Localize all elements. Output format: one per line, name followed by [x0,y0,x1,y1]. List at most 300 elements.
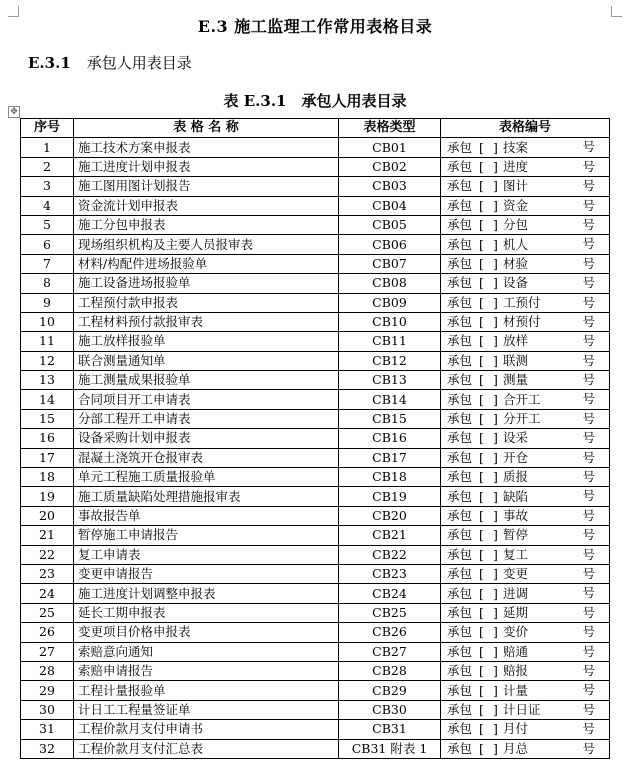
form-code [441,409,610,428]
table-caption: 表 E.3.1 承包人用表目录 [223,92,407,110]
form-type: CB19 [339,487,441,506]
code-bracket-left: [ [479,411,484,427]
header-name: 表 格 名 称 [74,119,339,138]
form-name: 材料/构配件进场报验单 [74,254,339,273]
table-row [21,429,610,448]
row-number: 2 [21,157,74,176]
code-bracket-right: ] [493,624,498,640]
code-prefix: 承包 [447,624,473,640]
code-abbreviation: 技案 [503,139,529,155]
document-title: E.3 施工监理工作常用表格目录 [197,17,433,36]
form-type: CB28 [339,661,441,680]
form-name: 工程价款月支付汇总表 [74,739,339,758]
row-number: 6 [21,235,74,254]
form-name: 工程价款月支付申请书 [74,720,339,739]
form-code [441,603,610,622]
table-row [21,642,610,661]
form-code [441,506,610,525]
code-prefix: 承包 [447,391,473,407]
form-name: 施工进度计划调整申报表 [74,584,339,603]
row-number: 25 [21,603,74,622]
code-bracket-left: [ [479,333,484,349]
form-name: 计日工工程量签证单 [74,700,339,719]
table-row [21,739,610,758]
code-prefix: 承包 [447,255,473,271]
row-number: 14 [21,390,74,409]
code-bracket-right: ] [493,333,498,349]
form-name: 施工设备进场报验单 [74,274,339,293]
code-prefix: 承包 [447,333,473,349]
table-row [21,312,610,331]
code-bracket-right: ] [493,682,498,698]
form-type: CB22 [339,545,441,564]
row-number: 29 [21,681,74,700]
code-prefix: 承包 [447,236,473,252]
header-code: 表格编号 [441,119,610,138]
table-row [21,235,610,254]
row-number: 17 [21,448,74,467]
form-code [441,215,610,234]
code-suffix: 号 [582,216,595,232]
form-code [441,235,610,254]
form-code [441,468,610,487]
code-bracket-right: ] [493,139,498,155]
table-row [21,138,610,157]
code-bracket-right: ] [493,546,498,562]
code-bracket-right: ] [493,469,498,485]
section-title: 承包人用表目录 [86,54,192,72]
code-bracket-right: ] [493,197,498,213]
code-suffix: 号 [582,333,595,349]
code-prefix: 承包 [447,469,473,485]
code-abbreviation: 计日证 [503,701,541,717]
form-type: CB03 [339,177,441,196]
code-bracket-right: ] [493,449,498,465]
table-row [21,215,610,234]
row-number: 18 [21,468,74,487]
code-bracket-left: [ [479,275,484,291]
table-row [21,351,610,370]
form-name: 现场组织机构及主要人员报审表 [74,235,339,254]
code-suffix: 号 [582,507,595,523]
code-abbreviation: 放样 [503,333,529,349]
code-abbreviation: 赔报 [503,663,529,679]
form-type: CB21 [339,526,441,545]
table-row [21,603,610,622]
table-row [21,371,610,390]
form-type: CB10 [339,312,441,331]
code-bracket-left: [ [479,352,484,368]
code-abbreviation: 事故 [503,508,529,523]
code-abbreviation: 设备 [503,275,529,291]
form-name: 工程材料预付款报审表 [74,312,339,331]
code-abbreviation: 机人 [503,236,529,252]
code-bracket-right: ] [493,294,498,310]
form-type: CB14 [339,390,441,409]
form-code [441,371,610,390]
table-row [21,681,610,700]
row-number: 9 [21,293,74,312]
form-code [441,274,610,293]
code-suffix: 号 [582,410,595,426]
form-name: 施工技术方案申报表 [74,138,339,157]
code-suffix: 号 [582,139,595,155]
form-code [441,138,610,157]
code-bracket-right: ] [493,391,498,407]
row-number: 5 [21,215,74,234]
code-bracket-right: ] [493,411,498,427]
code-abbreviation: 测量 [503,372,529,388]
table-row [21,487,610,506]
code-suffix: 号 [582,275,595,291]
code-prefix: 承包 [447,158,473,174]
form-name: 施工分包申报表 [74,215,339,234]
code-prefix: 承包 [447,527,473,543]
code-suffix: 号 [582,740,595,756]
form-code [441,196,610,215]
code-prefix: 承包 [447,566,473,582]
header-type: 表格类型 [339,119,441,138]
form-code [441,739,610,758]
code-prefix: 承包 [447,411,473,427]
code-abbreviation: 图计 [503,178,529,194]
row-number: 20 [21,506,74,525]
form-code [441,448,610,467]
code-bracket-left: [ [479,624,484,640]
form-type: CB13 [339,371,441,390]
code-bracket-right: ] [493,740,498,756]
code-bracket-left: [ [479,139,484,155]
form-type: CB31 [339,720,441,739]
table-row [21,293,610,312]
row-number: 16 [21,429,74,448]
row-number: 8 [21,274,74,293]
table-row [21,196,610,215]
form-code [441,545,610,564]
row-number: 3 [21,177,74,196]
form-type: CB24 [339,584,441,603]
row-number: 21 [21,526,74,545]
code-bracket-left: [ [479,178,484,194]
code-abbreviation: 变价 [503,624,529,640]
form-code [441,487,610,506]
code-suffix: 号 [582,430,595,446]
row-number: 22 [21,545,74,564]
table-row [21,448,610,467]
code-bracket-left: [ [479,488,484,504]
form-name: 变更项目价格申报表 [74,623,339,642]
code-bracket-left: [ [479,372,484,388]
code-bracket-left: [ [479,740,484,756]
table-row [21,409,610,428]
code-bracket-right: ] [493,314,498,330]
form-name: 索赔申请报告 [74,661,339,680]
code-suffix: 号 [582,624,595,640]
code-suffix: 号 [582,294,595,310]
form-type: CB27 [339,642,441,661]
code-bracket-right: ] [493,430,498,446]
form-name: 施工图用图计划报告 [74,177,339,196]
form-name: 施工测量成果报验单 [74,371,339,390]
code-abbreviation: 计量 [503,682,529,698]
form-code [441,351,610,370]
code-abbreviation: 分开工 [503,411,541,427]
code-abbreviation: 设采 [503,430,529,446]
code-suffix: 号 [582,449,595,465]
form-name: 联合测量通知单 [74,351,339,370]
code-bracket-left: [ [479,314,484,330]
row-number: 28 [21,661,74,680]
code-bracket-right: ] [493,566,498,582]
code-suffix: 号 [582,197,595,213]
table-row [21,506,610,525]
code-abbreviation: 暂停 [503,527,529,543]
table-row [21,157,610,176]
form-type: CB04 [339,196,441,215]
code-abbreviation: 材预付 [503,314,541,330]
row-number: 32 [21,739,74,758]
form-name: 工程预付款申报表 [74,293,339,312]
form-name: 事故报告单 [74,506,339,525]
code-prefix: 承包 [447,643,473,659]
form-code [441,157,610,176]
table-header-row [21,119,610,138]
table-row [21,564,610,583]
code-bracket-right: ] [493,352,498,368]
code-suffix: 号 [582,469,595,485]
code-prefix: 承包 [447,430,473,446]
row-number: 15 [21,409,74,428]
form-name: 合同项目开工申请表 [74,390,339,409]
form-code [441,312,610,331]
code-bracket-right: ] [493,721,498,737]
table-row [21,623,610,642]
form-type: CB15 [339,409,441,428]
form-name: 单元工程施工质量报验单 [74,468,339,487]
code-suffix: 号 [582,391,595,407]
row-number: 27 [21,642,74,661]
form-type: CB18 [339,468,441,487]
code-prefix: 承包 [447,275,473,291]
form-code [441,429,610,448]
code-bracket-left: [ [479,469,484,485]
code-bracket-right: ] [493,158,498,174]
form-type: CB20 [339,506,441,525]
code-suffix: 号 [582,585,595,601]
code-bracket-right: ] [493,604,498,620]
code-prefix: 承包 [447,604,473,620]
table-row [21,720,610,739]
code-abbreviation: 资金 [503,197,529,213]
code-suffix: 号 [582,565,595,581]
form-code [441,584,610,603]
code-prefix: 承包 [447,139,473,155]
code-prefix: 承包 [447,178,473,194]
form-type: CB30 [339,700,441,719]
form-type: CB23 [339,564,441,583]
code-bracket-right: ] [493,178,498,194]
form-code [441,700,610,719]
code-suffix: 号 [582,721,595,737]
code-bracket-left: [ [479,255,484,271]
form-type: CB29 [339,681,441,700]
form-name: 工程计量报验单 [74,681,339,700]
code-prefix: 承包 [447,682,473,698]
form-type: CB07 [339,254,441,273]
code-bracket-right: ] [493,372,498,388]
code-bracket-left: [ [479,391,484,407]
code-prefix: 承包 [447,546,473,562]
form-type: CB05 [339,215,441,234]
code-bracket-left: [ [479,604,484,620]
code-suffix: 号 [582,313,595,329]
code-suffix: 号 [582,236,595,252]
form-catalog-table [20,118,610,759]
row-number: 13 [21,371,74,390]
code-bracket-left: [ [479,217,484,233]
code-bracket-right: ] [493,236,498,252]
row-number: 12 [21,351,74,370]
code-bracket-left: [ [479,682,484,698]
form-code [441,564,610,583]
row-number: 1 [21,138,74,157]
code-prefix: 承包 [447,217,473,233]
section-number: E.3.1 [28,54,71,72]
form-code [441,254,610,273]
form-type: CB12 [339,351,441,370]
code-bracket-left: [ [479,585,484,601]
form-code [441,681,610,700]
form-type: CB09 [339,293,441,312]
table-row [21,274,610,293]
form-code [441,623,610,642]
table-row [21,584,610,603]
code-abbreviation: 分包 [503,217,529,233]
table-row [21,390,610,409]
form-name: 设备采购计划申报表 [74,429,339,448]
table-body [21,138,610,759]
form-name: 施工放样报验单 [74,332,339,351]
code-prefix: 承包 [447,721,473,737]
code-bracket-right: ] [493,585,498,601]
code-suffix: 号 [582,488,595,504]
code-abbreviation: 缺陷 [503,488,529,504]
code-abbreviation: 开仓 [503,449,529,465]
code-abbreviation: 复工 [503,546,529,562]
form-name: 资金流计划申报表 [74,196,339,215]
table-row [21,545,610,564]
form-code [441,720,610,739]
code-abbreviation: 进度 [503,158,529,174]
code-suffix: 号 [582,682,595,698]
code-suffix: 号 [582,255,595,271]
code-prefix: 承包 [447,663,473,679]
code-suffix: 号 [582,527,595,543]
form-type: CB01 [339,138,441,157]
form-name: 施工进度计划申报表 [74,157,339,176]
code-bracket-right: ] [493,488,498,504]
form-name: 变更申请报告 [74,564,339,583]
table-row [21,468,610,487]
code-prefix: 承包 [447,585,473,601]
code-abbreviation: 赔通 [503,643,529,659]
form-type: CB26 [339,623,441,642]
row-number: 30 [21,700,74,719]
form-code [441,661,610,680]
form-name: 延长工期申报表 [74,603,339,622]
code-bracket-right: ] [493,275,498,291]
form-name: 复工申请表 [74,545,339,564]
row-number: 10 [21,312,74,331]
table-move-handle-icon[interactable]: ✥ [8,106,20,118]
code-suffix: 号 [582,158,595,174]
form-type: CB31 附表 1 [339,739,441,758]
row-number: 24 [21,584,74,603]
code-prefix: 承包 [447,372,473,388]
form-code [441,332,610,351]
code-bracket-left: [ [479,546,484,562]
code-suffix: 号 [582,178,595,194]
code-prefix: 承包 [447,508,473,523]
code-bracket-left: [ [479,701,484,717]
code-prefix: 承包 [447,294,473,310]
code-bracket-left: [ [479,197,484,213]
code-abbreviation: 材验 [503,255,529,271]
table-row [21,332,610,351]
form-code [441,177,610,196]
form-name: 混凝土浇筑开仓报审表 [74,448,339,467]
form-type: CB06 [339,235,441,254]
code-bracket-right: ] [493,701,498,717]
form-code [441,526,610,545]
row-number: 19 [21,487,74,506]
code-bracket-left: [ [479,236,484,252]
code-suffix: 号 [582,546,595,562]
table-row [21,254,610,273]
form-code [441,293,610,312]
code-bracket-left: [ [479,527,484,543]
code-bracket-left: [ [479,643,484,659]
code-bracket-right: ] [493,217,498,233]
code-prefix: 承包 [447,488,473,504]
form-name: 分部工程开工申请表 [74,409,339,428]
form-name: 暂停施工申请报告 [74,526,339,545]
code-bracket-right: ] [493,527,498,543]
code-bracket-left: [ [479,158,484,174]
code-abbreviation: 延期 [503,604,529,620]
row-number: 31 [21,720,74,739]
code-bracket-left: [ [479,566,484,582]
code-bracket-right: ] [493,255,498,271]
form-type: CB11 [339,332,441,351]
code-bracket-right: ] [493,663,498,679]
code-suffix: 号 [582,604,595,620]
code-prefix: 承包 [447,449,473,465]
table-row [21,661,610,680]
form-type: CB25 [339,603,441,622]
code-suffix: 号 [582,352,595,368]
row-number: 23 [21,564,74,583]
code-bracket-left: [ [479,294,484,310]
code-suffix: 号 [582,701,595,717]
code-bracket-right: ] [493,643,498,659]
row-number: 11 [21,332,74,351]
form-name: 索赔意向通知 [74,642,339,661]
table-row [21,177,610,196]
code-bracket-left: [ [479,430,484,446]
code-abbreviation: 质报 [503,469,529,485]
code-bracket-left: [ [479,508,484,523]
